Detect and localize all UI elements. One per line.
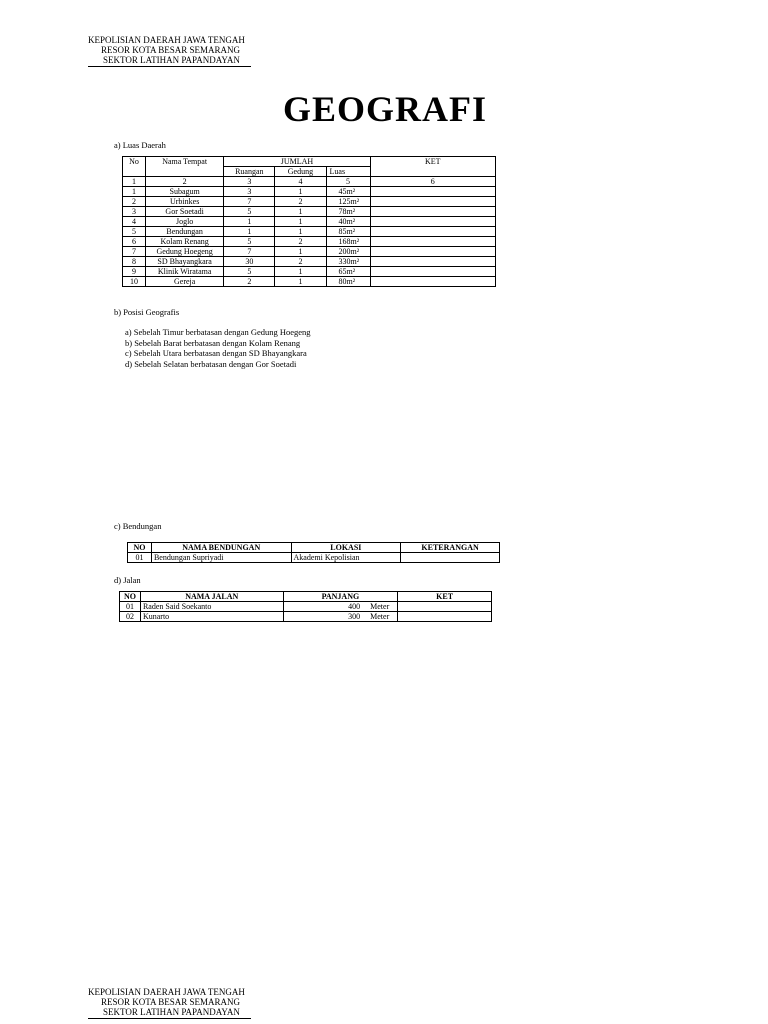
numbering-cell: 5 <box>326 177 370 187</box>
cell-ruangan: 2 <box>224 277 275 287</box>
cell-nama-tempat: Joglo <box>146 217 224 227</box>
cell-gedung: 1 <box>275 277 326 287</box>
letterhead-line2: RESOR KOTA BESAR SEMARANG <box>101 45 241 55</box>
cell-gedung: 1 <box>275 247 326 257</box>
numbering-cell: 1 <box>123 177 146 187</box>
table-row <box>123 217 496 227</box>
cell-ruangan: 3 <box>224 187 275 197</box>
cell-ket <box>370 217 495 227</box>
cell-no: 8 <box>123 257 146 267</box>
cell-no: 01 <box>120 602 141 612</box>
table-row <box>123 207 496 217</box>
cell-luas: 65m² <box>326 267 370 277</box>
table-row <box>123 237 496 247</box>
cell-luas: 330m² <box>326 257 370 267</box>
cell-gedung: 2 <box>275 197 326 207</box>
luas-daerah-heading: a) Luas Daerah <box>114 140 166 150</box>
cell-ket <box>398 602 492 612</box>
cell-ruangan: 30 <box>224 257 275 267</box>
cell-gedung: 1 <box>275 217 326 227</box>
cell-nama-tempat: Gereja <box>146 277 224 287</box>
list-item: d) Sebelah Selatan berbatasan dengan Gor Soetadi <box>125 358 297 369</box>
cell-ruangan: 5 <box>224 207 275 217</box>
numbering-cell: 6 <box>370 177 495 187</box>
numbering-cell: 3 <box>224 177 275 187</box>
col-nama-jalan: NAMA JALAN <box>140 592 283 602</box>
table-row <box>123 197 496 207</box>
letterhead-bottom <box>88 987 251 1019</box>
cell-ket <box>370 257 495 267</box>
cell-no: 3 <box>123 207 146 217</box>
cell-luas: 85m² <box>326 227 370 237</box>
cell-gedung: 1 <box>275 227 326 237</box>
cell-nama-tempat: Urbinkes <box>146 197 224 207</box>
list-item: a) Sebelah Timur berbatasan dengan Gedung Hoegeng <box>125 327 311 337</box>
cell-luas: 200m² <box>326 247 370 257</box>
col-ket: KET <box>370 157 495 177</box>
letterhead-line3: SEKTOR LATIHAN PAPANDAYAN <box>88 1007 251 1019</box>
cell-ruangan: 1 <box>224 227 275 237</box>
col-keterangan: KETERANGAN <box>401 543 500 553</box>
col-no: NO <box>120 592 141 602</box>
table-row <box>123 247 496 257</box>
table-row <box>123 267 496 277</box>
cell-ket <box>370 197 495 207</box>
cell-luas: 45m² <box>326 187 370 197</box>
jalan-table <box>119 591 492 622</box>
cell-no: 10 <box>123 277 146 287</box>
cell-gedung: 2 <box>275 237 326 247</box>
col-luas: Luas <box>326 167 370 177</box>
jalan-heading: d) Jalan <box>114 575 141 585</box>
list-item: b) Sebelah Barat berbatasan dengan Kolam Renang <box>125 337 301 348</box>
col-gedung: Gedung <box>275 167 326 177</box>
table-row <box>123 257 496 267</box>
cell-panjang: 400 Meter <box>283 602 398 612</box>
cell-nama-tempat: Kolam Renang <box>146 237 224 247</box>
cell-gedung: 1 <box>275 187 326 197</box>
cell-luas: 125m² <box>326 197 370 207</box>
letterhead-line3: SEKTOR LATIHAN PAPANDAYAN <box>88 55 251 67</box>
cell-luas: 78m² <box>326 207 370 217</box>
posisi-heading: b) Posisi Geografis <box>114 307 180 317</box>
cell-no: 5 <box>123 227 146 237</box>
bendungan-table <box>127 542 500 563</box>
cell-nama-tempat: Gedung Hoegeng <box>146 247 224 257</box>
cell-nama-tempat: Subagum <box>146 187 224 197</box>
numbering-cell: 2 <box>146 177 224 187</box>
col-jumlah: JUMLAH <box>224 157 370 167</box>
page-title: GEOGRAFI <box>282 89 487 129</box>
letterhead-line1: KEPOLISIAN DAERAH JAWA TENGAH <box>88 987 245 997</box>
cell-ket <box>370 277 495 287</box>
cell-ket <box>370 187 495 197</box>
cell-no: 7 <box>123 247 146 257</box>
col-ket: KET <box>398 592 492 602</box>
cell-no: 01 <box>128 553 152 563</box>
cell-luas: 80m² <box>326 277 370 287</box>
cell-nama: Bendungan Supriyadi <box>151 553 291 563</box>
cell-nama: Kunarto <box>140 612 283 622</box>
col-ruangan: Ruangan <box>224 167 275 177</box>
cell-gedung: 2 <box>275 257 326 267</box>
cell-nama-tempat: SD Bhayangkara <box>146 257 224 267</box>
table-row <box>123 277 496 287</box>
cell-nama-tempat: Klinik Wiratama <box>146 267 224 277</box>
bendungan-heading: c) Bendungan <box>114 521 162 531</box>
cell-gedung: 1 <box>275 267 326 277</box>
col-nama-bendungan: NAMA BENDUNGAN <box>151 543 291 553</box>
cell-ruangan: 7 <box>224 247 275 257</box>
cell-lokasi: Akademi Kepolisian <box>291 553 401 563</box>
cell-ket <box>370 237 495 247</box>
luas-daerah-table <box>122 156 496 287</box>
numbering-cell: 4 <box>275 177 326 187</box>
cell-no: 1 <box>123 187 146 197</box>
cell-luas: 40m² <box>326 217 370 227</box>
cell-gedung: 1 <box>275 207 326 217</box>
col-panjang: PANJANG <box>283 592 398 602</box>
cell-ruangan: 7 <box>224 197 275 207</box>
cell-ruangan: 5 <box>224 267 275 277</box>
letterhead-top <box>88 35 251 67</box>
cell-ket <box>370 227 495 237</box>
table-header-row <box>120 592 492 602</box>
posisi-list <box>125 327 311 369</box>
table-numbering-row <box>123 177 496 187</box>
cell-ket <box>370 247 495 257</box>
cell-luas: 168m² <box>326 237 370 247</box>
cell-no: 9 <box>123 267 146 277</box>
cell-ket <box>370 207 495 217</box>
cell-nama-tempat: Gor Soetadi <box>146 207 224 217</box>
cell-ket <box>401 553 500 563</box>
col-nama-tempat: Nama Tempat <box>146 157 224 177</box>
table-row <box>123 227 496 237</box>
table-row <box>120 612 492 622</box>
cell-no: 02 <box>120 612 141 622</box>
table-row <box>128 553 500 563</box>
table-row <box>120 602 492 612</box>
letterhead-line1: KEPOLISIAN DAERAH JAWA TENGAH <box>88 35 245 45</box>
cell-no: 6 <box>123 237 146 247</box>
cell-nama: Raden Said Soekanto <box>140 602 283 612</box>
table-row <box>123 187 496 197</box>
cell-ket <box>398 612 492 622</box>
table-header-row <box>128 543 500 553</box>
list-item: c) Sebelah Utara berbatasan dengan SD Bhayangkara <box>125 348 307 359</box>
table-header-row <box>123 157 496 167</box>
col-no: No <box>123 157 146 177</box>
cell-nama-tempat: Bendungan <box>146 227 224 237</box>
cell-ruangan: 1 <box>224 217 275 227</box>
cell-ket <box>370 267 495 277</box>
cell-panjang: 300 Meter <box>283 612 398 622</box>
cell-no: 4 <box>123 217 146 227</box>
col-no: NO <box>128 543 152 553</box>
col-lokasi: LOKASI <box>291 543 401 553</box>
cell-no: 2 <box>123 197 146 207</box>
letterhead-line2: RESOR KOTA BESAR SEMARANG <box>101 997 241 1007</box>
cell-ruangan: 5 <box>224 237 275 247</box>
